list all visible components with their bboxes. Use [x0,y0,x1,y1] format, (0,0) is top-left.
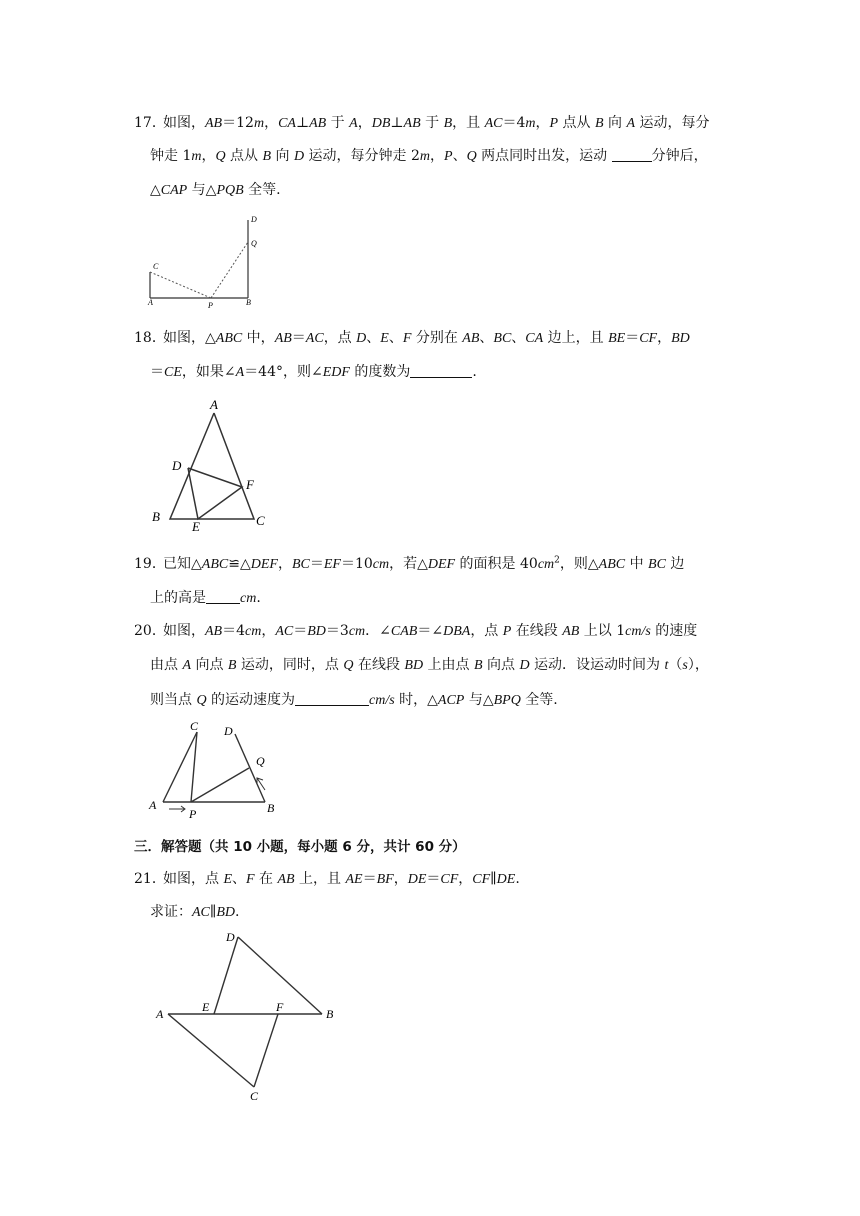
q20-label-a: A [149,798,157,812]
q17-label-a: A [148,298,153,307]
q20-answer-blank[interactable] [295,691,369,706]
q20-p-arrow [169,806,185,812]
q17-line2: 钟走 1m，Q 点从 B 向 D 运动，每分钟走 2m，P、Q 两点同时出发，运动 分钟后， [150,148,708,164]
q19-number: 19． [134,556,166,572]
q18-label-c: C [256,513,265,528]
section-title: 三．解答题（共 10 小题，每小题 6 分，共计 60 分） [134,839,466,855]
q21-label-c: C [250,1089,259,1103]
q21-figure [150,925,350,1105]
q18-line1: 如图，△ABC 中，AB＝AC，点 D、E、F 分别在 AB、BC、CA 边上，且 BE＝CF，BD [163,330,690,346]
q17-answer-blank[interactable] [612,147,652,162]
q20-figure [145,718,285,823]
q18-label-d: D [172,458,182,473]
q20-line3: 则当点 Q 的运动速度为 cm/s 时，△ACP 与△BPQ 全等. [150,692,558,708]
q21-line2: 求证：AC∥BD. [150,904,240,920]
q20-label-b: B [267,801,275,815]
q20-label-c: C [190,719,199,733]
q18-label-b: B [152,509,160,524]
q18-figure [150,395,280,534]
q19-line2: 上的高是 cm. [150,590,261,606]
q18-answer-blank[interactable] [410,363,472,378]
q17-label-b: B [246,298,251,307]
q18-label-e: E [192,519,200,534]
q21-label-b: B [326,1007,334,1021]
q17-label-c: C [153,262,159,271]
q17-number: 17． [134,115,166,131]
q20-line1: 如图，AB＝4cm，AC＝BD＝3cm．∠CAB＝∠DBA，点 P 在线段 AB 上以 1cm/s 的速度 [163,623,698,639]
q18-line2: ＝CE，如果∠A＝44°，则∠EDF 的度数为 . [150,364,477,380]
q17-line1: 如图，AB＝12m，CA⊥AB 于 A，DB⊥AB 于 B，且 AC＝4m，P 点从 B 向 A 运动，每分 [163,115,710,131]
q21-number: 21． [134,871,166,887]
q20-number: 20． [134,623,166,639]
q18-label-f: F [246,477,254,492]
q17-line3: △CAP 与△PQB 全等. [150,182,281,198]
q19-answer-blank[interactable] [206,589,240,604]
q17-label-q: Q [251,239,257,248]
q17-figure [140,210,270,310]
q21-label-d: D [226,930,235,944]
q17-label-p: P [208,301,213,310]
q19-line1: 已知△ABC≌△DEF，BC＝EF＝10cm，若△DEF 的面积是 $40cm^2$，则△ABC 中 BC 边 [163,555,685,572]
q21-label-f: F [276,1000,284,1014]
q17-label-d: D [251,215,257,224]
q18-number: 18． [134,330,166,346]
q20-label-q: Q [256,754,265,768]
q21-line1: 如图，点 E、F 在 AB 上，且 AE＝BF，DE＝CF，CF∥DE. [163,871,520,887]
q21-label-e: E [202,1000,210,1014]
q20-label-p: P [189,807,197,821]
q20-label-d: D [224,724,233,738]
q21-label-a: A [156,1007,164,1021]
q18-label-a: A [210,397,218,412]
q20-line2: 由点 A 向点 B 运动，同时，点 Q 在线段 BD 上由点 B 向点 D 运动．设运动时间为 t（s）， [150,657,709,673]
